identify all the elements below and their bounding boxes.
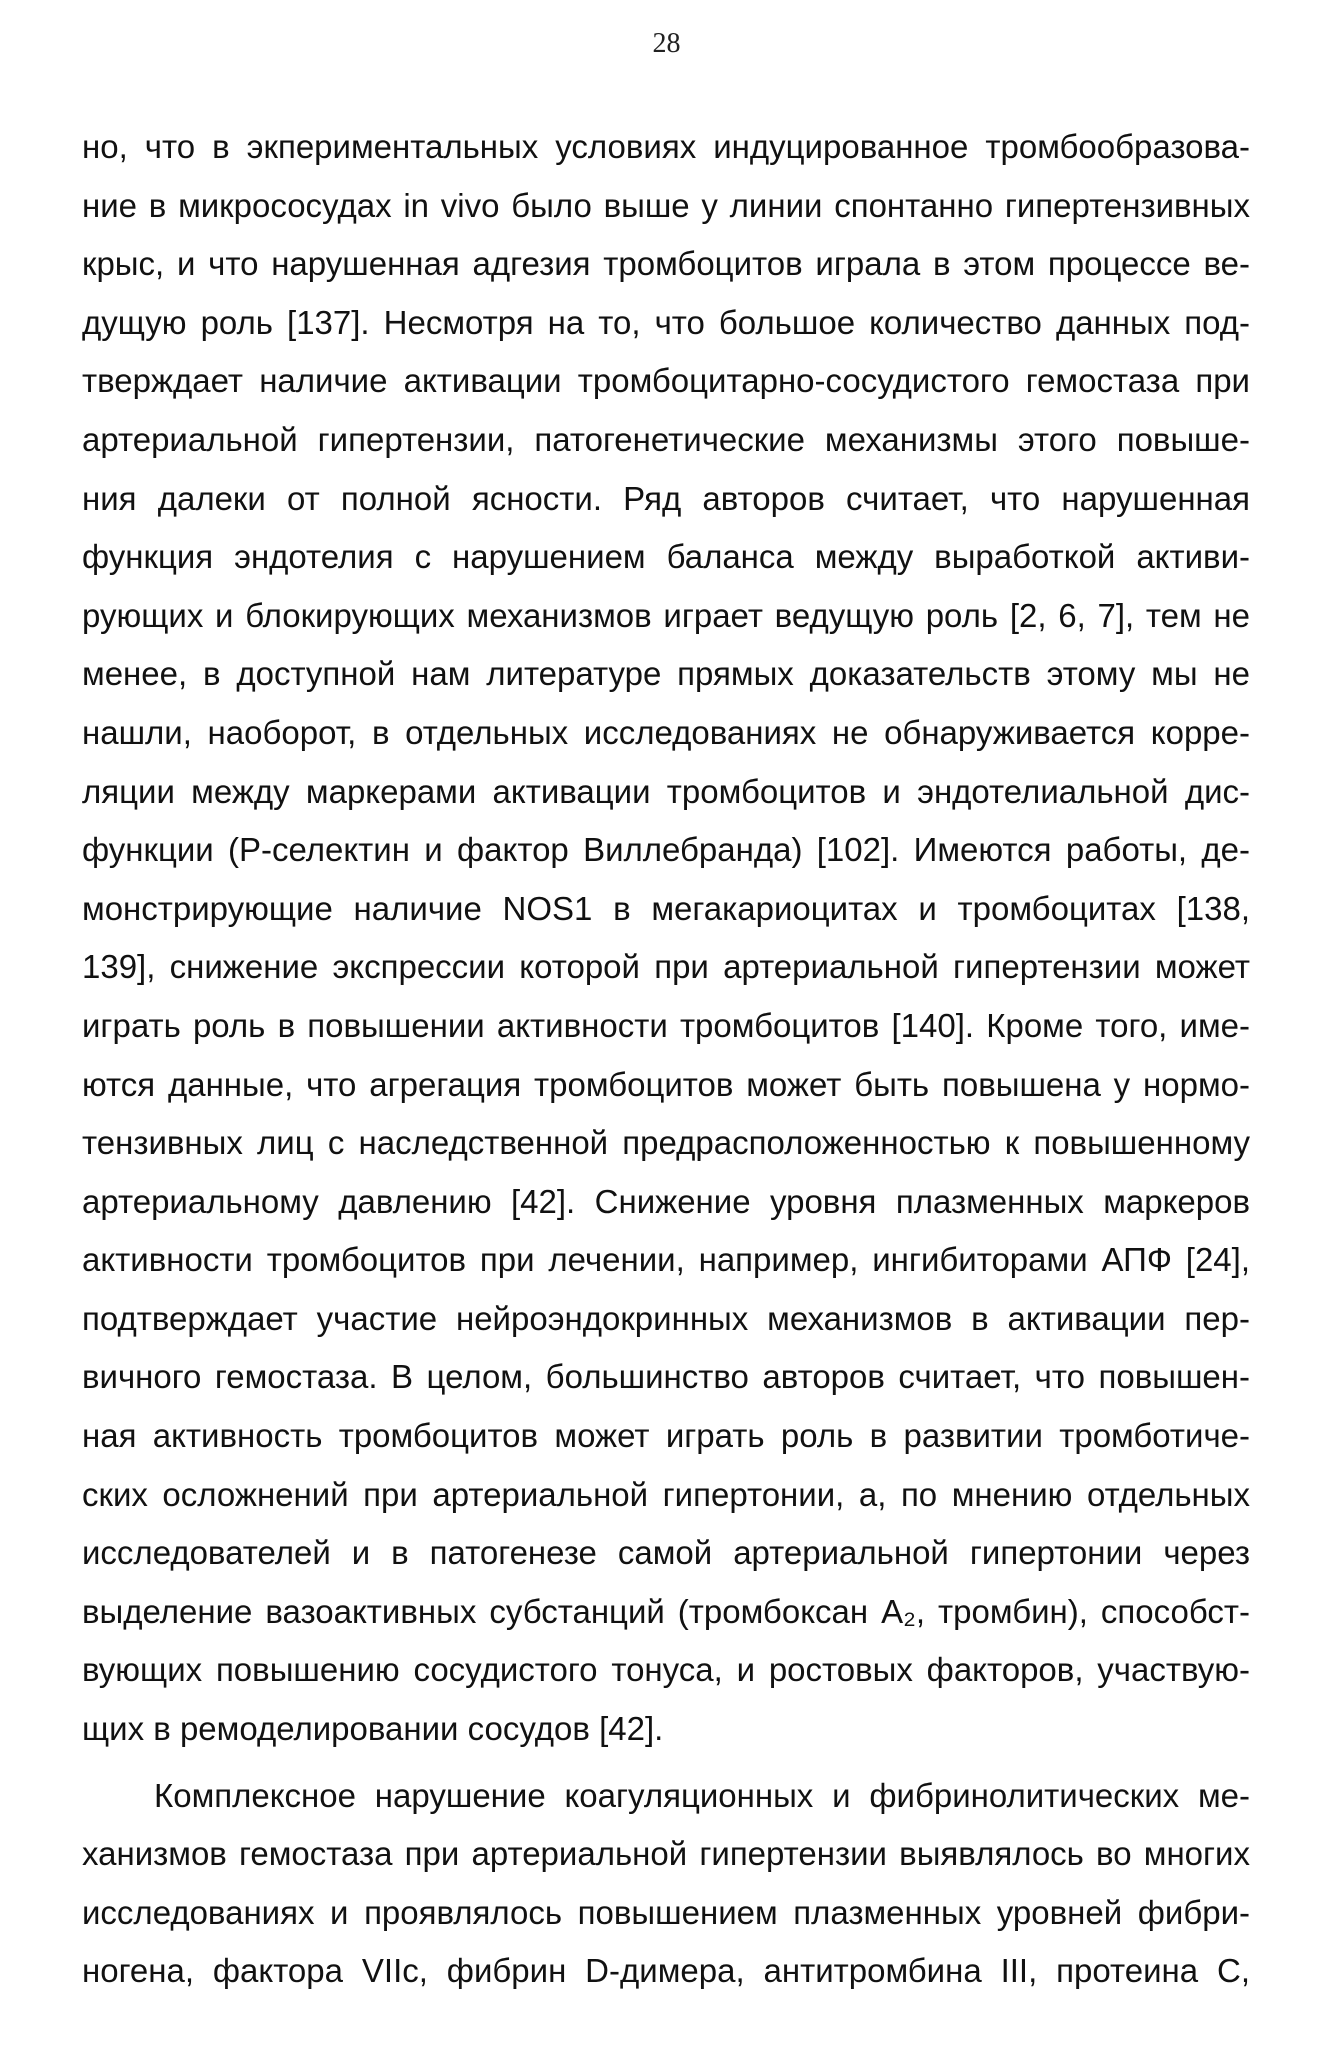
text-line: ляции между маркерами активации тромбоцитов и эндотелиальной дис-: [82, 772, 1250, 810]
text-line: функции (Р-селектин и фактор Виллебранда) [102]. Имеются работы, де-: [82, 831, 1250, 869]
text-line: дущую роль [137]. Несмотря на то, что большое количество данных под-: [82, 303, 1250, 341]
text-line: рующих и блокирующих механизмов играет ведущую роль [2, 6, 7], тем не: [82, 596, 1250, 634]
text-line: крыс, и что нарушенная адгезия тромбоцитов играла в этом процессе ве-: [82, 245, 1250, 283]
paragraph-2: [82, 1767, 1250, 2001]
text-line: Комплексное нарушение коагуляционных и фибринолитических ме-: [154, 1776, 1250, 1814]
text-line: ханизмов гемостаза при артериальной гипертензии выявлялось во многих: [82, 1835, 1250, 1873]
text-line: вичного гемостаза. В целом, большинство авторов считает, что повышен-: [82, 1358, 1250, 1396]
text-line: нашли, наоборот, в отдельных исследованиях не обнаруживается корре-: [82, 713, 1250, 751]
text-line: исследованиях и проявлялось повышением плазменных уровней фибри-: [82, 1893, 1250, 1931]
text-line: ются данные, что агрегация тромбоцитов может быть повышена у нормо-: [82, 1065, 1250, 1103]
text-line: выделение вазоактивных субстанций (тромбоксан А₂, тромбин), способст-: [82, 1592, 1250, 1630]
page-number: 28: [652, 28, 681, 59]
text-line: но, что в экпериментальных условиях индуцированное тромбообразова-: [82, 128, 1250, 165]
text-line: ских осложнений при артериальной гипертонии, а, по мнению отдельных: [82, 1475, 1250, 1513]
text-line: активности тромбоцитов при лечении, например, ингибиторами АПФ [24],: [82, 1241, 1250, 1279]
text-line: артериальному давлению [42]. Снижение уровня плазменных маркеров: [82, 1182, 1250, 1220]
text-line: менее, в доступной нам литературе прямых доказательств этому мы не: [82, 655, 1250, 693]
text-line: исследователей и в патогенезе самой артериальной гипертонии через: [82, 1534, 1250, 1572]
text-line: тензивных лиц с наследственной предрасположенностью к повышенному: [82, 1124, 1250, 1162]
text-line: 139], снижение экспрессии которой при артериальной гипертензии может: [82, 948, 1250, 986]
text-line: ногена, фактора VIIc, фибрин D-димера, антитромбина III, протеина С,: [82, 1952, 1250, 1990]
text-line: артериальной гипертензии, патогенетические механизмы этого повыше-: [82, 420, 1250, 458]
text-line: подтверждает участие нейроэндокринных механизмов в активации пер-: [82, 1299, 1250, 1337]
text-line: ние в микрососудах in vivo было выше у линии спонтанно гипертензивных: [82, 186, 1250, 224]
text-line: ная активность тромбоцитов может играть роль в развитии тромботиче-: [82, 1417, 1250, 1455]
text-line: щих в ремоделировании сосудов [42].: [82, 1710, 664, 1748]
text-line: тверждает наличие активации тромбоцитарно-сосудистого гемостаза при: [82, 362, 1250, 400]
text-line: ния далеки от полной ясности. Ряд авторов считает, что нарушенная: [82, 479, 1250, 517]
text-line: функция эндотелия с нарушением баланса между выработкой активи-: [82, 538, 1250, 576]
text-line: вующих повышению сосудистого тонуса, и ростовых факторов, участвую-: [82, 1651, 1250, 1689]
text-line: монстрирующие наличие NOS1 в мегакариоцитах и тромбоцитах [138,: [82, 889, 1250, 927]
document-body: [82, 118, 1250, 2001]
text-line: играть роль в повышении активности тромбоцитов [140]. Кроме того, име-: [82, 1006, 1250, 1044]
paragraph-1: [82, 118, 1250, 1759]
paragraph-gap: [82, 1759, 1250, 1767]
